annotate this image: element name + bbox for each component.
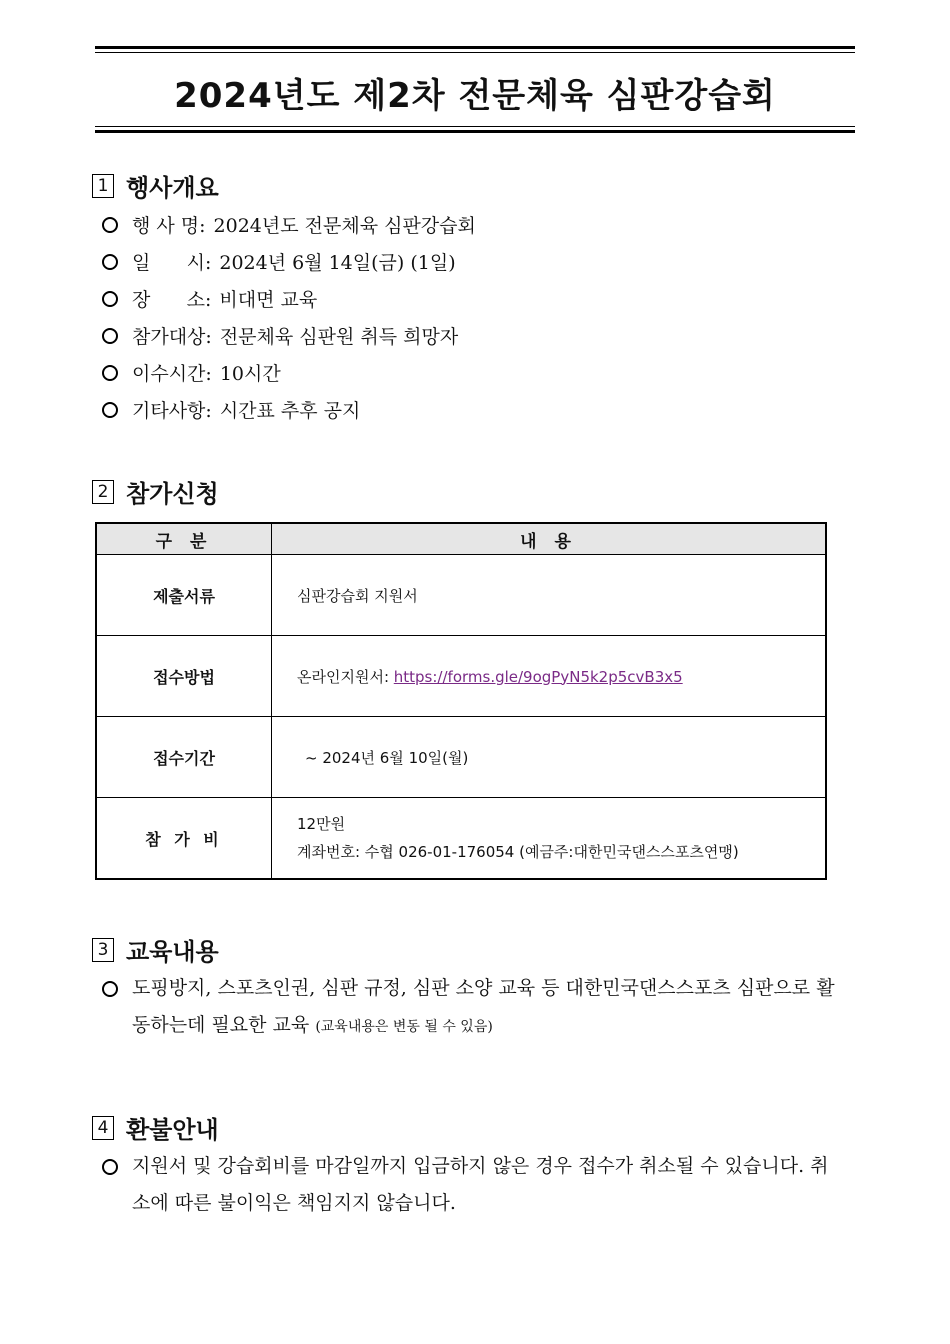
item-label: 기타사항: [132, 400, 212, 422]
refund-text: 지원서 및 강습회비를 마감일까지 입금하지 않은 경우 접수가 취소될 수 있습니다. 취소에 따른 불이익은 책임지지 않습니다. [132, 1155, 829, 1214]
table-row [96, 636, 826, 717]
application-table [95, 522, 827, 880]
title-rule-top [95, 46, 855, 49]
item-label: 행 사 명: [132, 215, 206, 237]
row-key: 참 가 비 [96, 798, 272, 880]
section-heading-application [92, 474, 219, 509]
row-value [272, 798, 827, 880]
section-number-box: 1 [92, 174, 114, 198]
table-header-content: 내 용 [272, 523, 827, 555]
circle-bullet-icon [102, 217, 118, 233]
item-label: 일 시: [132, 252, 212, 274]
education-text-wrap [132, 970, 837, 1046]
application-form-link[interactable]: https://forms.gle/9ogPyN5k2p5cvB3x5 [393, 667, 683, 686]
circle-bullet-icon [102, 328, 118, 344]
page-title: 2024년도 제2차 전문체육 심판강습회 [174, 76, 776, 116]
row-key: 접수기간 [96, 717, 272, 798]
section-title: 교육내용 [126, 938, 219, 966]
section-number-box: 3 [92, 938, 114, 962]
item-value: 2024년도 전문체육 심판강습회 [213, 215, 476, 237]
row-value [272, 717, 827, 798]
item-value: 시간표 추후 공지 [219, 400, 361, 422]
circle-bullet-icon [102, 1159, 118, 1175]
overview-item-etc [102, 396, 360, 423]
item-label: 참가대상: [132, 326, 212, 348]
title-rule-bottom-thin [95, 126, 855, 127]
refund-paragraph [102, 1148, 837, 1222]
section-number-box: 2 [92, 480, 114, 504]
item-value: 10시간 [219, 363, 281, 385]
table-row [96, 717, 826, 798]
item-value: 비대면 교육 [219, 289, 318, 311]
section-title: 환불안내 [126, 1116, 219, 1144]
fee-amount: 12만원 [297, 815, 346, 833]
circle-bullet-icon [102, 981, 118, 997]
section-title: 참가신청 [126, 480, 219, 508]
row-key: 제출서류 [96, 555, 272, 636]
section-number-box: 4 [92, 1116, 114, 1140]
education-note: (교육내용은 변동 될 수 있음) [315, 1019, 493, 1035]
table-row [96, 555, 826, 636]
section-heading-refund [92, 1110, 219, 1145]
row-value-text: ~ 2024년 6월 10일(월) [305, 748, 469, 767]
section-title: 행사개요 [126, 174, 219, 202]
table-row [96, 798, 826, 880]
section-heading-overview [92, 168, 219, 203]
circle-bullet-icon [102, 254, 118, 270]
circle-bullet-icon [102, 365, 118, 381]
item-value: 전문체육 심판원 취득 희망자 [219, 326, 459, 348]
title-rule-top-thin [95, 52, 855, 53]
overview-item-date [102, 248, 456, 275]
row-value-prefix: 온라인지원서: [297, 667, 394, 686]
overview-item-place [102, 285, 317, 312]
item-value: 2024년 6월 14일(금) (1일) [219, 252, 456, 274]
circle-bullet-icon [102, 291, 118, 307]
education-text: 도핑방지, 스포츠인권, 심판 규정, 심판 소양 교육 등 대한민국댄스스포츠 심판으로 활동하는데 필요한 교육 [132, 977, 835, 1036]
item-label: 이수시간: [132, 363, 212, 385]
row-value: 심판강습회 지원서 [272, 555, 827, 636]
row-key: 접수방법 [96, 636, 272, 717]
overview-item-target [102, 322, 458, 349]
table-header-category: 구 분 [96, 523, 272, 555]
title-block [95, 46, 855, 136]
circle-bullet-icon [102, 402, 118, 418]
item-label: 장 소: [132, 289, 212, 311]
education-paragraph [102, 970, 837, 1046]
table-header-row [96, 523, 826, 555]
title-rule-bottom [95, 130, 855, 133]
section-heading-education [92, 932, 219, 967]
account-info: 계좌번호: 수협 026-01-176054 (예금주:대한민국댄스스포츠연맹) [297, 843, 739, 861]
row-value [272, 636, 827, 717]
overview-item-name [102, 211, 476, 238]
overview-item-hours [102, 359, 281, 386]
